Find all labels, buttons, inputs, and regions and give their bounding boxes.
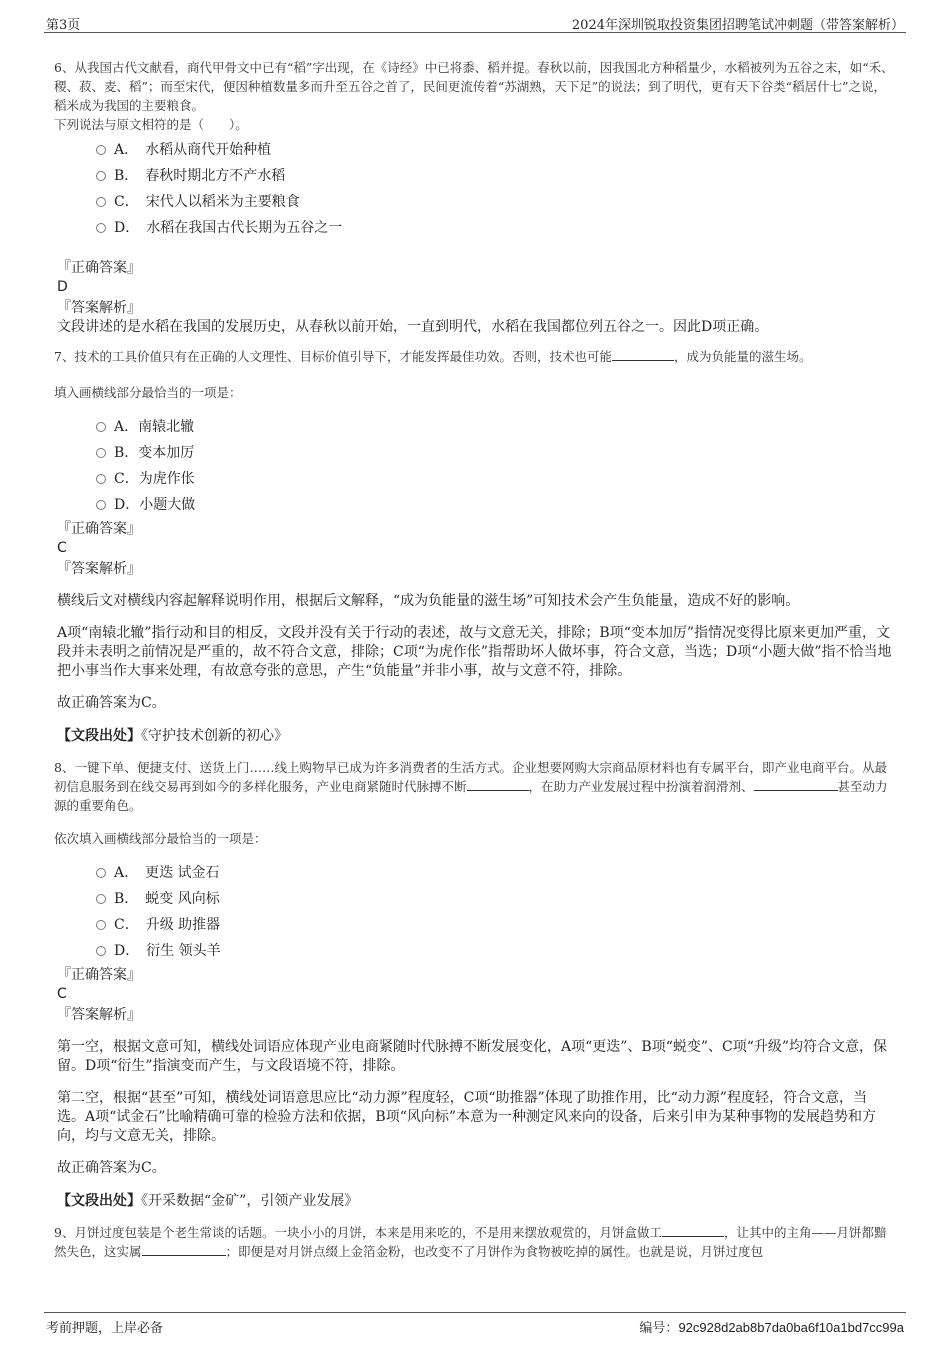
analysis-text: 文段讲述的是水稻在我国的发展历史，从春秋以前开始，一直到明代，水稻在我国都位列五谷之一。因此D项正确。 — [57, 319, 769, 335]
source-title: 《开采数据“金矿”，引领产业发展》 — [141, 1193, 359, 1209]
page-header — [44, 12, 906, 33]
radio-icon[interactable] — [96, 474, 106, 484]
fill-blank — [467, 778, 529, 791]
radio-icon[interactable] — [96, 868, 106, 878]
document-code: 编号：92c928d2ab8b7da0ba6f10a1bd7cc99a — [639, 1320, 904, 1336]
option-b[interactable]: B．变本加厉 — [96, 440, 894, 466]
question-prompt: 下列说法与原文相符的是（ ）。 — [54, 117, 248, 132]
correct-answer: C — [57, 986, 67, 1002]
option-d[interactable]: D． 水稻在我国古代长期为五谷之一 — [96, 215, 894, 241]
option-c[interactable]: C． 宋代人以稻米为主要粮食 — [96, 189, 894, 215]
option-a[interactable]: A． 水稻从商代开始种植 — [96, 137, 894, 163]
correct-answer: D — [57, 279, 68, 295]
option-d[interactable]: D． 衍生 领头羊 — [96, 938, 894, 964]
option-c[interactable]: C． 升级 助推器 — [96, 912, 894, 938]
option-b[interactable]: B． 蜕变 风向标 — [96, 886, 894, 912]
source-line: 【文段出处】《开采数据“金矿”，引领产业发展》 — [57, 1193, 359, 1209]
radio-icon[interactable] — [96, 422, 106, 432]
option-b[interactable]: B． 春秋时期北方不产水稻 — [96, 163, 894, 189]
source-title: 《守护技术创新的初心》 — [141, 728, 288, 744]
radio-icon[interactable] — [96, 448, 106, 458]
question-stem: 7、技术的工具价值只有在正确的人文理性、目标价值引导下，才能发挥最佳功效。否则，技术也可能 ，成为负能量的滋生场。 — [54, 349, 812, 364]
correct-answer-label: 『正确答案』 — [57, 260, 141, 276]
question-prompt: 依次填入画横线部分最恰当的一项是： — [54, 831, 267, 846]
option-d[interactable]: D．小题大做 — [96, 492, 894, 518]
page-footer — [44, 1312, 906, 1337]
footer-slogan: 考前押题，上岸必备 — [46, 1321, 164, 1336]
analysis-label: 『答案解析』 — [57, 561, 141, 577]
question-6 — [54, 58, 894, 337]
radio-icon[interactable] — [96, 223, 106, 233]
page-number: 第3页 — [46, 18, 81, 33]
content — [54, 58, 894, 1261]
analysis-conclusion: 故正确答案为C。 — [57, 1160, 166, 1176]
radio-icon[interactable] — [96, 197, 106, 207]
radio-icon[interactable] — [96, 946, 106, 956]
fill-blank — [754, 778, 838, 791]
question-7 — [54, 347, 894, 746]
fill-blank — [142, 1243, 226, 1256]
question-9 — [54, 1223, 894, 1261]
question-8 — [54, 758, 894, 1211]
option-c[interactable]: C．为虎作伥 — [96, 466, 894, 492]
correct-answer: C — [57, 540, 67, 556]
radio-icon[interactable] — [96, 920, 106, 930]
source-line: 【文段出处】《守护技术创新的初心》 — [57, 728, 288, 744]
analysis-text: 横线后文对横线内容起解释说明作用，根据后文解释，“成为负能量的滋生场”可知技术会产生负能量，造成不好的影响。 — [57, 593, 800, 609]
radio-icon[interactable] — [96, 171, 106, 181]
analysis-label: 『答案解析』 — [57, 1007, 141, 1023]
analysis-text: 第一空，根据文意可知，横线处词语应体现产业电商紧随时代脉搏不断发展变化，A项“更迭”、B项“蜕变”、C项“升级”均符合文意，保留。D项“衍生”指演变而产生，与文段语境不符，排除。 — [57, 1039, 888, 1074]
option-list — [96, 860, 894, 964]
analysis-text: A项“南辕北辙”指行动和目的相反，文段并没有关于行动的表述，故与文意无关，排除；B项“变本加厉”指情况变得比原来更加严重，文段并未表明之前情况是严重的，故不符合文意，排除；C项“为虎作伥”指帮助坏人做坏事，符合文意，当选；D项“小题大做”指不恰当地把小事当作大事来处理，有故意夸张的意思，产生“负能量”并非小事，故与文意不符，排除。 — [57, 625, 892, 679]
fill-blank — [612, 348, 674, 361]
analysis-label: 『答案解析』 — [57, 300, 141, 316]
radio-icon[interactable] — [96, 894, 106, 904]
question-stem: 8、一键下单、便捷支付、送货上门……线上购物早已成为许多消费者的生活方式。企业想要网购大宗商品原材料也有专属平台，即产业电商平台。从最初信息服务到在线交易再到如今的多样化服务，产业电商紧随时代脉搏不断 ，在助力产业发展过程中扮演着润滑剂、 甚至动力源的重要角色。 — [54, 760, 888, 813]
question-stem: 6、从我国古代文献看，商代甲骨文中已有“稻”字出现，在《诗经》中已将黍、稻并提。春秋以前，因我国北方种稻量少，水稻被列为五谷之末，如“禾、稷、菽、麦、稻”；而至宋代，便因种植数量多而升至五谷之首了，民间更流传着“苏湖熟，天下足”的说法；到了明代，更有天下谷类“稻居什七”之说，稻米成为我国的主要粮食。 — [54, 60, 894, 113]
document-title: 2024年深圳锐取投资集团招聘笔试冲刺题（带答案解析） — [571, 18, 904, 33]
option-list — [96, 414, 894, 518]
fill-blank — [662, 1224, 724, 1237]
option-list — [96, 137, 894, 241]
option-a[interactable]: A．南辕北辙 — [96, 414, 894, 440]
analysis-text: 第二空，根据“甚至”可知，横线处词语意思应比“动力源”程度轻，C项“助推器”体现了助推作用，比“动力源”程度轻，符合文意，当选。A项“试金石”比喻精确可靠的检验方法和依据，B项“风向标”本意为一种测定风来向的设备，后来引申为某种事物的发展趋势和方向，均与文意无关，排除。 — [57, 1090, 877, 1144]
question-prompt: 填入画横线部分最恰当的一项是： — [54, 385, 242, 400]
radio-icon[interactable] — [96, 500, 106, 510]
question-stem: 9、月饼过度包装是个老生常谈的话题。一块小小的月饼，本来是用来吃的，不是用来摆放观赏的，月饼盒做工 ，让其中的主角——月饼都黯然失色，这实属 ；即便是对月饼点缀上金箔金粉，也改变不了月饼作为食物被吃掉的属性。也就是说，月饼过度包 — [54, 1225, 887, 1259]
option-a[interactable]: A． 更迭 试金石 — [96, 860, 894, 886]
correct-answer-label: 『正确答案』 — [57, 967, 141, 983]
analysis-conclusion: 故正确答案为C。 — [57, 695, 166, 711]
radio-icon[interactable] — [96, 145, 106, 155]
correct-answer-label: 『正确答案』 — [57, 521, 141, 537]
